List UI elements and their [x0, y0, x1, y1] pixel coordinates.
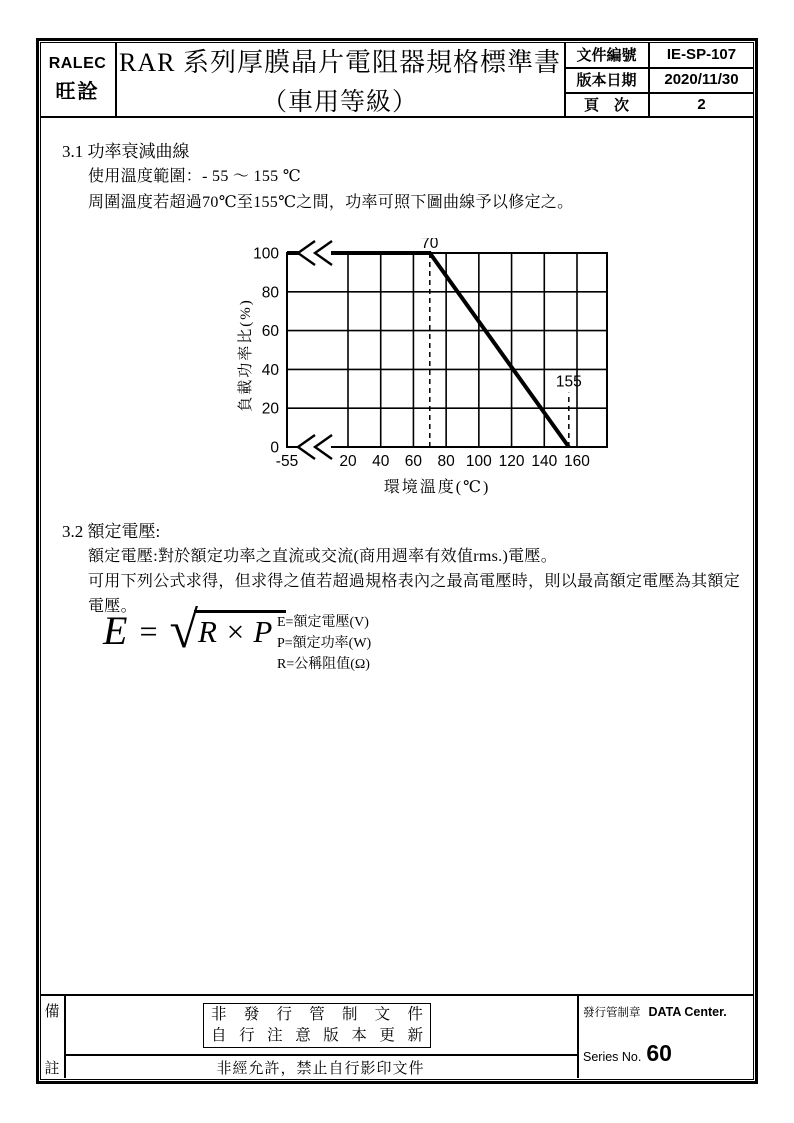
section-3-2-line3: 電壓。: [88, 598, 137, 615]
copy-prohibition-note: 非經允許，禁止自行影印文件: [216, 1061, 425, 1077]
document-title-line2: （車用等級）: [261, 88, 418, 116]
x-tick-label: 80: [437, 453, 455, 470]
control-notice-line2: 自 行 注 意 版 本 更 新: [211, 1026, 423, 1044]
y-tick-label: 80: [261, 284, 279, 302]
document-title-line1: RAR 系列厚膜晶片電阻器規格標準書: [119, 47, 561, 77]
document-title: [116, 42, 564, 117]
section-3-1-heading: 3.1 功率衰減曲線: [62, 142, 190, 161]
formula-radicand: R × P: [194, 610, 286, 652]
x-tick-label: 120: [498, 453, 525, 470]
formula-sqrt: [169, 602, 286, 659]
control-notice-line1: 非 發 行 管 制 文 件: [211, 1006, 423, 1024]
y-tick-label: 0: [270, 439, 279, 457]
formula-legend-R: R=公稱阻值(Ω): [277, 657, 370, 672]
company-name-cn: 旺詮: [55, 81, 100, 103]
y-axis-title: 負載功率比(%): [238, 298, 254, 412]
company-logo: [40, 42, 115, 117]
formula-legend-P: P=額定功率(W): [277, 636, 372, 651]
x-tick-label: 100: [465, 453, 492, 470]
footer-top-line: [40, 994, 754, 996]
control-notice-box: [203, 1003, 431, 1048]
footer-remark-char-top: 備: [44, 1004, 60, 1020]
stamp-value: DATA Center.: [648, 1005, 727, 1019]
series-line: [287, 253, 569, 447]
section-3-1-line2: 周圍溫度若超過70℃至155℃之間，功率可照下圖曲線予以修定之。: [88, 194, 574, 211]
meta-label-doc-number: 文件編號: [576, 48, 637, 64]
x-tick-label: 20: [339, 453, 357, 470]
section-3-2-line2: 可用下列公式求得，但求得之值若超過規格表內之最高電壓時，則以最高額定電壓為其額定: [88, 573, 741, 590]
section-3-1-line1: 使用溫度範圍：- 55 ～ 155 ℃: [88, 168, 301, 185]
y-tick-label: 20: [261, 400, 279, 418]
footer-remark-char-bottom: 註: [44, 1061, 60, 1077]
series-number-label: Series No.: [583, 1050, 642, 1064]
x-tick-label: -55: [275, 453, 299, 470]
radical-sign: √: [169, 602, 199, 659]
series-number-value: 60: [646, 1040, 672, 1066]
section-3-2-line1: 額定電壓:對於額定功率之直流或交流(商用週率有效值rms.)電壓。: [88, 548, 558, 565]
x-tick-label: 40: [372, 453, 390, 470]
footer-divider-right: [577, 994, 579, 1078]
formula-legend: [277, 612, 371, 675]
formula-equals: =: [139, 613, 158, 650]
formula-lhs: E: [103, 608, 128, 654]
meta-label-page: 頁 次: [583, 98, 629, 114]
x-axis-title: 環境溫度(℃): [383, 479, 491, 496]
plot-border: [287, 253, 607, 447]
guide-label: 155: [555, 373, 582, 391]
issue-control-stamp: [583, 1004, 727, 1020]
derating-chart: [230, 238, 640, 500]
x-tick-label: 160: [564, 453, 590, 470]
y-tick-label: 40: [261, 361, 279, 379]
guide-label: 70: [421, 238, 439, 252]
meta-value-doc-number: IE-SP-107: [666, 46, 737, 63]
meta-value-version-date: 2020/11/30: [664, 71, 739, 88]
formula-legend-E: E=額定電壓(V): [277, 615, 369, 630]
footer-middle-line: [64, 1054, 577, 1056]
series-number: [583, 1040, 672, 1067]
meta-label-version-date: 版本日期: [576, 73, 637, 89]
stamp-label: 發行管制章: [583, 1007, 641, 1019]
meta-value-page: 2: [697, 96, 706, 113]
x-tick-label: 140: [531, 453, 558, 470]
company-name-en: RALEC: [48, 55, 107, 72]
derating-chart-svg: [230, 238, 640, 500]
y-tick-label: 100: [253, 245, 279, 263]
x-tick-label: 60: [404, 453, 423, 470]
section-3-2-heading: 3.2 額定電壓:: [62, 522, 161, 541]
y-tick-label: 60: [261, 323, 279, 341]
